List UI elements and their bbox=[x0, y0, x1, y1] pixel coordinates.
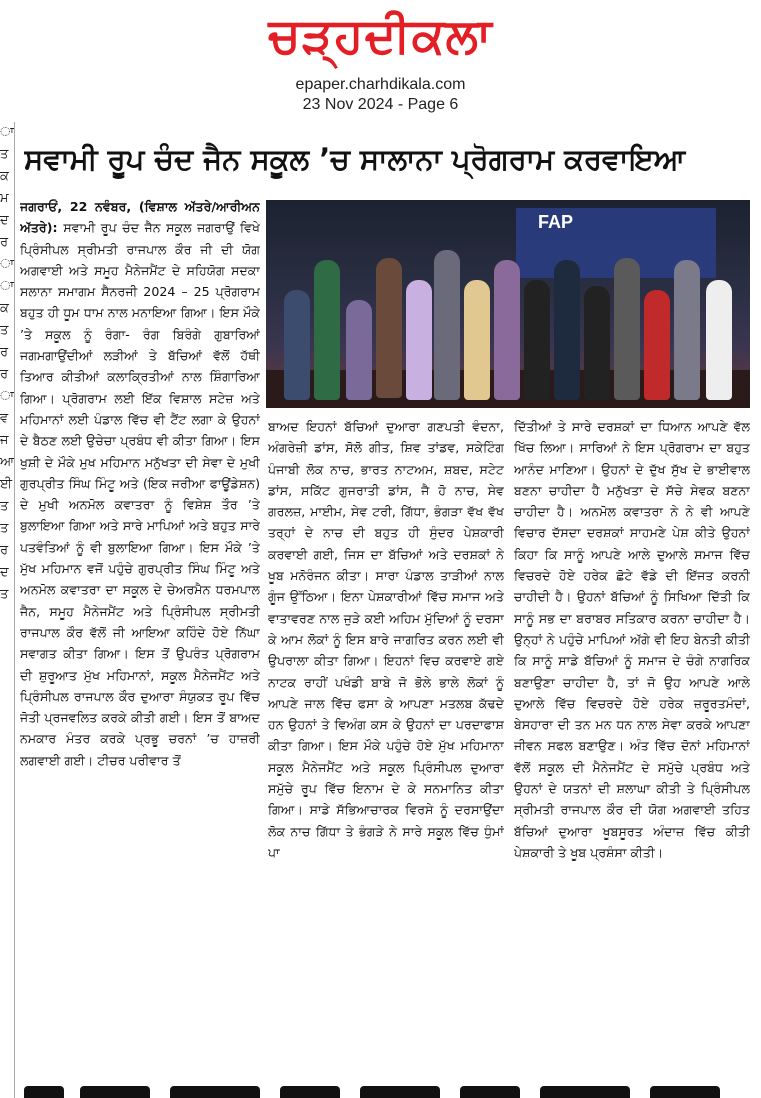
photo-person bbox=[524, 280, 550, 400]
article-text-3: ਦਿੱਤੀਆਂ ਤੇ ਸਾਰੇ ਦਰਸ਼ਕਾਂ ਦਾ ਧਿਆਨ ਆਪਣੇ ਵੱਲ ਖਿੱਚ ਲਿਆ। ਸਾਰਿਆਂ ਨੇ ਇਸ ਪ੍ਰੋਗਰਾਮ ਦਾ ਬਹੁਤ ਆਨੰਦ ਮਾਣਿਆ। ਉਹਨਾਂ ਦੇ ਦੁੱਖ ਸੁੱਖ ਦੇ ਭਾਈਵਾਲ ਬਣਨਾ ਚਾਹੀਦਾ ਹੈ ਮਨੁੱਖਤਾ ਦੇ ਸੱਚੇ ਸੇਵਕ ਬਣਨਾ ਚਾਹੀਦਾ ਹੈ। ਅਨਮੋਲ ਕਵਾਤਰਾ ਨੇ ਨੇ ਵੀ ਆਪਣੇ ਵਿਚਾਰ ਦੱਸਦਾ ਦਰਸ਼ਕਾਂ ਸਾਹਮਣੇ ਪੇਸ਼ ਕੀਤੇ ਉਹਨਾਂ ਕਿਹਾ ਕਿ ਸਾਨੂੰ ਆਪਣੇ ਆਲੇ ਦੁਆਲੇ ਸਮਾਜ ਵਿੱਚ ਵਿਚਰਦੇ ਹੋਏ ਹਰੇਕ ਛੋਟੇ ਵੱਡੇ ਦੀ ਇੱਜਤ ਕਰਨੀ ਚਾਹੀਦੀ ਹੈ। ਉਹਨਾਂ ਬੱਚਿਆਂ ਨੂੰ ਸਿਖਿਆ ਦਿੱਤੀ ਕਿ ਸਾਨੂੰ ਸਭ ਦਾ ਬਰਾਬਰ ਸਤਿਕਾਰ ਕਰਨਾ ਚਾਹੀਦਾ ਹੈ। ਉਨ੍ਹਾਂ ਨੇ ਪਹੁੰਚੇ ਮਾਪਿਆਂ ਅੱਗੇ ਵੀ ਇਹ ਬੇਨਤੀ ਕੀਤੀ ਕਿ ਸਾਨੂੰ ਸਾਡੇ ਬੱਚਿਆਂ ਨੂੰ ਸਮਾਜ ਦੇ ਚੰਗੇ ਨਾਗਰਿਕ ਬਣਾਉਣਾ ਚਾਹੀਦਾ ਹੈ, ਤਾਂ ਜੋ ਉਹ ਆਪਣੇ ਆਲੇ ਦੁਆਲੇ ਵਿੱਚ ਵਿਚਰਦੇ ਹੋਏ ਹਰੇਕ ਜ਼ਰੂਰਤਮੰਦਾਂ, ਬੇਸਹਾਰਾ ਦੀ ਤਨ ਮਨ ਧਨ ਨਾਲ ਸੇਵਾ ਕਰਕੇ ਆਪਣਾ ਜੀਵਨ ਸਫਲ ਬਣਾਉਣ। ਅੰਤ ਵਿੱਚ ਦੋਨਾਂ ਮਹਿਮਾਨਾਂ ਵੱਲੋਂ ਸਕੂਲ ਦੀ ਮੈਨੇਜਮੈਂਟ ਦੇ ਸਮੁੱਚੇ ਪ੍ਰਬੰਧ ਅਤੇ ਉਹਨਾਂ ਦੇ ਯਤਨਾਂ ਦੀ ਸ਼ਲਾਘਾ ਕੀਤੀ ਤੇ ਪ੍ਰਿੰਸੀਪਲ ਸ੍ਰੀਮਤੀ ਰਾਜਪਾਲ ਕੌਰ ਦੀ ਯੋਗ ਅਗਵਾਈ ਤਹਿਤ ਬੱਚਿਆਂ ਦੁਆਰਾ ਖੂਬਸੂਰਤ ਅੰਦਾਜ਼ ਵਿੱਚ ਕੀਤੀ ਪੇਸ਼ਕਾਰੀ ਤੇ ਖੂਬ ਪ੍ਰਸ਼ੰਸਾ ਕੀਤੀ। bbox=[514, 419, 750, 860]
edge-char: ਰ bbox=[0, 345, 9, 360]
edge-char: ਰ bbox=[0, 367, 9, 382]
event-photo bbox=[266, 200, 750, 408]
photo-person bbox=[644, 290, 670, 400]
edge-char: ਤ bbox=[0, 499, 9, 514]
edge-char: ਮ bbox=[0, 191, 9, 206]
photo-person bbox=[706, 280, 732, 400]
photo-person bbox=[434, 250, 460, 400]
edge-char: ਰ bbox=[0, 235, 9, 250]
photo-person bbox=[314, 260, 340, 400]
edge-char: ਦ bbox=[0, 565, 9, 580]
photo-person bbox=[406, 280, 432, 400]
photo-person bbox=[284, 290, 310, 400]
photo-person bbox=[464, 280, 490, 400]
edge-char: ਤ bbox=[0, 147, 9, 162]
article-dateline: ਜਗਰਾਓਂ, 22 ਨਵੰਬਰ, bbox=[20, 199, 139, 214]
edge-char: ਆ bbox=[0, 455, 15, 470]
masthead bbox=[0, 0, 761, 122]
edge-char: ਾ bbox=[0, 257, 15, 272]
article-column-2 bbox=[268, 416, 504, 1096]
edge-char: ਦ bbox=[0, 213, 9, 228]
news-article bbox=[16, 124, 761, 1098]
edge-char: ਾ bbox=[0, 125, 15, 140]
photo-person bbox=[494, 260, 520, 400]
photo-person bbox=[614, 258, 640, 400]
edge-char: ਤ bbox=[0, 587, 9, 602]
banner-text: FAP bbox=[538, 212, 574, 232]
edge-char: ਵ bbox=[0, 411, 9, 426]
next-headline-edge bbox=[20, 1082, 761, 1098]
adjacent-article-edge bbox=[0, 122, 15, 1098]
edge-char: ਕ bbox=[0, 301, 9, 316]
site-url[interactable]: epaper.charhdikala.com bbox=[295, 76, 466, 93]
article-column-3 bbox=[514, 416, 750, 1096]
article-headline: ਸਵਾਮੀ ਰੂਪ ਚੰਦ ਜੈਨ ਸਕੂਲ ’ਚ ਸਾਲਾਨਾ ਪ੍ਰੋਗਰਾਮ ਕਰਵਾਇਆ bbox=[24, 142, 686, 176]
edge-char: ਾ bbox=[0, 389, 15, 404]
photo-person bbox=[376, 258, 402, 398]
edge-char: ਜ bbox=[0, 433, 9, 448]
article-text-2: ਬਾਅਦ ਇਹਨਾਂ ਬੱਚਿਆਂ ਦੁਆਰਾ ਗਣਪਤੀ ਵੰਦਨਾ, ਅੰਗਰੇਜ਼ੀ ਡਾਂਸ, ਸੋਲੋ ਗੀਤ, ਸ਼ਿਵ ਤਾਂਡਵ, ਸਕੇਟਿੰਗ ਪੰਜਾਬੀ ਲੋਕ ਨਾਚ, ਭਾਰਤ ਨਾਟਅਮ, ਸ਼ਬਦ, ਸਟੇਟ ਡਾਂਸ, ਸਕਿੱਟ ਗੁਜਰਾਤੀ ਡਾਂਸ, ਜੈ ਹੋ ਨਾਚ, ਸੇਵ ਗਰਲਜ਼, ਮਾਈਮ, ਸੇਵ ਟਰੀ, ਗਿੱਧਾ, ਭੰਗੜਾ ਵੱਖ ਵੱਖ ਤਰ੍ਹਾਂ ਦੇ ਨਾਚ ਦੀ ਬਹੁਤ ਹੀ ਸੁੰਦਰ ਪੇਸ਼ਕਾਰੀ ਕਰਵਾਈ ਗਈ, ਜਿਸ ਦਾ ਬੱਚਿਆਂ ਅਤੇ ਦਰਸ਼ਕਾਂ ਨੇ ਖੂਬ ਮਨੋਰੰਜਨ ਕੀਤਾ। ਸਾਰਾ ਪੰਡਾਲ ਤਾੜੀਆਂ ਨਾਲ ਗੂੰਜ ਉੱਠਿਆ। ਇਨਾ ਪੇਸ਼ਕਾਰੀਆਂ ਵਿੱਚ ਸਮਾਜ ਅਤੇ ਵਾਤਾਵਰਣ ਨਾਲ ਜੁੜੇ ਕਈ ਅਹਿਮ ਮੁੱਦਿਆਂ ਨੂੰ ਦਰਸਾ ਕੇ ਆਮ ਲੋਕਾਂ ਨੂੰ ਇਸ ਬਾਰੇ ਜਾਗਰਿਤ ਕਰਨ ਲਈ ਵੀ ਉਪਰਾਲਾ ਕੀਤਾ ਗਿਆ। ਇਹਨਾਂ ਵਿਚ ਕਰਵਾਏ ਗਏ ਨਾਟਕ ਰਾਹੀਂ ਪਖੰਡੀ ਬਾਬੇ ਜੋ ਭੋਲੇ ਭਾਲੇ ਲੋਕਾਂ ਨੂੰ ਆਪਣੇ ਜਾਲ ਵਿੱਚ ਫਸਾ ਕੇ ਆਪਣਾ ਮਤਲਬ ਕੱਢਦੇ ਹਨ ਉਹਨਾਂ ਤੇ ਵਿਅੰਗ ਕਸ ਕੇ ਉਹਨਾਂ ਦਾ ਪਰਦਾਫਾਸ਼ ਕੀਤਾ ਗਿਆ। ਇਸ ਮੌਕੇ ਪਹੁੰਚੇ ਹੋਏ ਮੁੱਖ ਮਹਿਮਾਨਾ ਸਕੂਲ ਮੈਨੇਜਮੈਂਟ ਅਤੇ ਸਕੂਲ ਪ੍ਰਿੰਸੀਪਲ ਦੁਆਰਾ ਸਮੁੱਚੇ ਰੂਪ ਵਿੱਚ ਇਨਾਮ ਦੇ ਕੇ ਸਨਮਾਨਿਤ ਕੀਤਾ ਗਿਆ। ਸਾਡੇ ਸੱਭਿਆਚਾਰਕ ਵਿਰਸੇ ਨੂੰ ਦਰਸਾਉਂਦਾ ਲੋਕ ਨਾਚ ਗਿੱਧਾ ਤੇ ਭੰਗੜੇ ਨੇ ਸਾਰੇ ਸਕੂਲ ਵਿੱਚ ਧੁੰਮਾਂ ਪਾ bbox=[268, 419, 504, 860]
edge-char: ਰ bbox=[0, 543, 9, 558]
photo-person bbox=[554, 260, 580, 400]
article-byline: (ਵਿਸ਼ਾਲ ਅੱਤਰੇ/ਆਰੀਅਨ ਅੱਤਰੇ): bbox=[20, 199, 260, 236]
edge-char: ਾ bbox=[0, 279, 15, 294]
edge-char: ਤ bbox=[0, 323, 9, 338]
article-text-1: ਸਵਾਮੀ ਰੂਪ ਚੰਦ ਜੈਨ ਸਕੂਲ ਜਗਰਾਉਂ ਵਿਖੇ ਪ੍ਰਿੰਸੀਪਲ ਸ੍ਰੀਮਤੀ ਰਾਜਪਾਲ ਕੌਰ ਜੀ ਦੀ ਯੋਗ ਅਗਵਾਈ ਅਤੇ ਸਮੂਹ ਮੈਨੇਜਮੈਂਟ ਦੇ ਸਹਿਯੋਗ ਸਦਕਾ ਸਲਾਨਾ ਸਮਾਗਮ ਸੈਨਰਜੀ 2024 – 25 ਪ੍ਰੋਗਰਾਮ ਬਹੁਤ ਹੀ ਧੂਮ ਧਾਮ ਨਾਲ ਮਨਾਇਆ ਗਿਆ। ਇਸ ਮੌਕੇ ’ਤੇ ਸਕੂਲ ਨੂੰ ਰੰਗਾ- ਰੰਗ ਬਿਰੰਗੇ ਗੁਬਾਰਿਆਂ ਜਗਮਗਾਉਂਦੀਆਂ ਲੜੀਆਂ ਤੇ ਬੱਚਿਆਂ ਵੱਲੋਂ ਹੱਥੀ ਤਿਆਰ ਕੀਤੀਆਂ ਕਲਾਕ੍ਰਿਤੀਆਂ ਨਾਲ ਸ਼ਿੰਗਾਰਿਆ ਗਿਆ। ਪ੍ਰੋਗਰਾਮ ਲਈ ਇੱਕ ਵਿਸ਼ਾਲ ਸਟੇਜ਼ ਅਤੇ ਮਹਿਮਾਨਾਂ ਲਈ ਪੰਡਾਲ ਵਿੱਚ ਵੀ ਟੈਂਟ ਲਗਾ ਕੇ ਉਹਨਾਂ ਦੇ ਬੈਠਣ ਲਈ ਉਚੇਚਾ ਪ੍ਰਬੰਧ ਵੀ ਕੀਤਾ ਗਿਆ। ਇਸ ਖੁਸ਼ੀ ਦੇ ਮੌਕੇ ਮੁਖ ਮਹਿਮਾਨ ਮਨੁੱਖਤਾ ਦੀ ਸੇਵਾ ਦੇ ਮੁਖੀ ਗੁਰਪ੍ਰੀਤ ਸਿੰਘ ਮਿੰਟੂ ਅਤੇ (ਇਕ ਜਰੀਆ ਫਾਊਂਡੇਸ਼ਨ) ਦੇ ਮੁਖੀ ਅਨਮੋਲ ਕਵਾਤਰਾ ਨੂੰ ਵਿਸ਼ੇਸ਼ ਤੌਰ ’ਤੇ ਬੁਲਾਇਆ ਗਿਆ ਅਤੇ ਸਾਰੇ ਮਾਪਿਆਂ ਅਤੇ ਬਹੁਤ ਸਾਰੇ ਪਤਵੰਤਿਆਂ ਨੂੰ ਵੀ ਬੁਲਾਇਆ ਗਿਆ। ਇਸ ਮੌਕੇ ’ਤੇ ਮੁੱਖ ਮਹਿਮਾਨ ਵਜੋਂ ਪਹੁੰਚੇ ਗੁਰਪ੍ਰੀਤ ਸਿੰਘ ਮਿੰਟੂ ਅਤੇ ਅਨਮੋਲ ਕਵਾਤਰਾ ਦਾ ਸਕੂਲ ਦੇ ਚੇਅਰਮੈਨ ਧਰਮਪਾਲ ਜੈਨ, ਸਮੂਹ ਮੈਨੇਜਮੈਂਟ ਅਤੇ ਪ੍ਰਿੰਸੀਪਲ ਸ੍ਰੀਮਤੀ ਰਾਜਪਾਲ ਕੌਰ ਵੱਲੋਂ ਜੀ ਆਇਆ ਕਹਿੰਦੇ ਹੋਏ ਨਿੱਘਾ ਸਵਾਗਤ ਕੀਤਾ ਗਿਆ। ਇਸ ਤੋਂ ਉਪਰੰਤ ਪ੍ਰੋਗਰਾਮ ਦੀ ਸ਼ੁਰੂਆਤ ਮੁੱਖ ਮਹਿਮਾਨਾਂ, ਸਕੂਲ ਮੈਨੇਜਮੈਂਟ ਅਤੇ ਪ੍ਰਿੰਸੀਪਲ ਰਾਜਪਾਲ ਕੌਰ ਦੁਆਰਾ ਸੰਯੁਕਤ ਰੂਪ ਵਿੱਚ ਜੋਤੀ ਪ੍ਰਜਵਲਿਤ ਕਰਕੇ ਕੀਤੀ ਗਈ। ਇਸ ਤੋਂ ਬਾਅਦ ਨਮਕਾਰ ਮੰਤਰ ਕਰਕੇ ਪ੍ਰਭੂ ਚਰਨਾਂ ’ਚ ਹਾਜ਼ਰੀ ਲਗਵਾਈ ਗਈ। ਟੀਚਰ ਪਰੀਵਾਰ ਤੋਂ bbox=[20, 220, 260, 768]
edge-char: ਈ bbox=[0, 477, 13, 492]
newspaper-logo: ਚੜ੍ਹਦੀਕਲਾ bbox=[268, 8, 493, 64]
photo-person bbox=[674, 260, 700, 400]
photo-person bbox=[346, 300, 372, 400]
article-column-1 bbox=[20, 196, 260, 1096]
edition-date-page: 23 Nov 2024 - Page 6 bbox=[302, 96, 459, 113]
edge-char: ਤ bbox=[0, 521, 9, 536]
photo-person bbox=[584, 286, 610, 400]
edge-char: ਕ bbox=[0, 169, 9, 184]
